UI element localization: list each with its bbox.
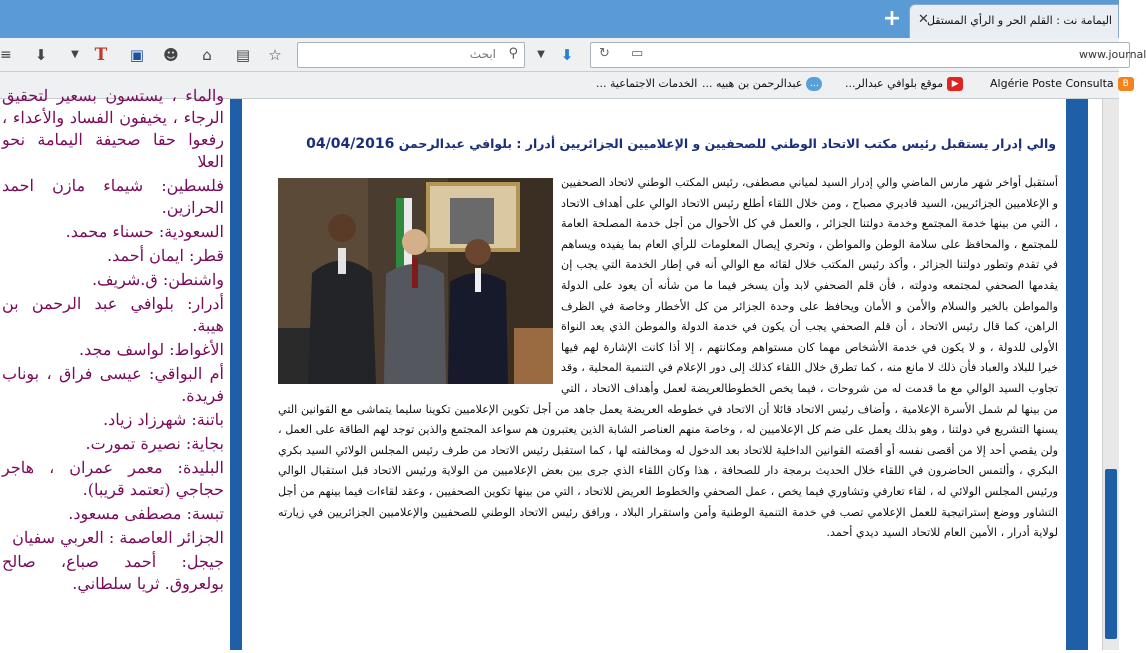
- article-photo: [278, 178, 553, 384]
- correspondent-entry: البليدة: معمر عمران ، هاجر حجاجي (تعتمد قريبا).: [2, 458, 224, 499]
- clipboard-icon[interactable]: ▤: [235, 46, 251, 64]
- bookmark-label: عبدالرحمن بن هبيه ...: [702, 77, 803, 90]
- correspondent-entry: الأغواط: لواسف مجد.: [79, 340, 224, 359]
- correspondent-entry: أم البواقي: عيسى فراق ، بوناب فريدة.: [2, 364, 224, 405]
- youtube-icon: ▶: [947, 77, 963, 91]
- close-tab-icon[interactable]: ✕: [918, 12, 929, 27]
- download-arrow-icon[interactable]: ⬇: [560, 46, 574, 64]
- bookmark-label: الخدمات الاجتماعية ...: [596, 77, 698, 90]
- chat-icon: …: [806, 77, 822, 91]
- url-text[interactable]: www.journal: [1079, 48, 1146, 61]
- search-engine-dropdown-icon[interactable]: ▼: [537, 49, 545, 60]
- chevron-down-icon[interactable]: ▼: [71, 49, 79, 60]
- page-content: [0, 86, 1119, 650]
- correspondent-entry: أدرار: بلوافي عبد الرحمن بن هيبة.: [2, 294, 224, 335]
- bookmark-item[interactable]: [845, 77, 963, 95]
- bookmark-item[interactable]: [702, 77, 822, 95]
- bookmark-label: Algérie Poste Consulta: [990, 77, 1114, 90]
- frame-border-right: [1066, 99, 1088, 650]
- address-bar[interactable]: [590, 42, 1146, 68]
- bookmark-item[interactable]: [596, 77, 697, 95]
- bookmark-label: موقع بلوافي عبدالر...: [845, 77, 944, 90]
- correspondent-entry: والماء ، يستسون بسعير لتحقيق الرجاء ، يخيفون الفساد والأعداء ، رفعوا حقا صحيفة اليمامة نحو العلا: [2, 86, 224, 171]
- active-tab[interactable]: [909, 4, 1119, 38]
- text-tool-icon[interactable]: T: [94, 45, 108, 65]
- smile-icon[interactable]: ☻: [163, 46, 179, 64]
- blogger-icon: B: [1118, 77, 1134, 91]
- home-icon[interactable]: ⌂: [202, 46, 212, 64]
- pocket-icon[interactable]: ▣: [129, 46, 145, 64]
- download-icon[interactable]: ⬇: [34, 46, 48, 64]
- article-body-text: أستقبل أواخر شهر مارس الماضي والي إدرار السيد لمياني مصطفى، رئيس المكتب الوطني لاتحاد الصحفيين و الإعلاميين الجزائريين، السيد قاديري مصباح ، ومن خلال اللقاء أطلع رئيس الاتحاد الوالي على أهداف الاتحاد ، التي من بينها خدمة المجتمع وخدمة دولتنا الجزائر ، والعمل في كل الأحوال من أجل خدمة المصلحة العامة للمجتمع ، والمحافظ على سلامة الوطن والمواطن ، وتحري إيصال المعلومات للرأي العام بما يفيده ويساهم في تقدم وتطور دولتنا الجزائر ، وأكد رئيس المكتب خلال لقائه مع الوالي أنه في إطار الخدمة التي يجب إن يقدمها الصحفي لمجتمعه ودولته ، فأن قلم الصحفي لابد وأن يسخر فيما ما من شأنه أن يعود على الدولة والمواطن بالخير والسلام والأمن و الأمان ويحافظ على وحدة الجزائر من كل الأخطار وخاصة في الظرف الراهن، كما قال رئيس الاتحاد ، أن قلم الصحفي يجب أن يكون في خدمة الدولة والموطن الذي يعد النواة الأولى للدولة ، و لا يكون في خدمة الأشخاص مهما كان مستواهم ومكانتهم ، إلا أذا كانت الإشارة لهم فيها خيرا للبلاد والعباد فأن ذلك لا مانع منه ، كما تطرق خلال اللقاء كذلك إلى دور الإعلام في التنمية المحلية ، وقد تجاوب السيد الوالي مع ما قدمت له من شروحات ، فيما يخص الخطوطالعريضة لعمل وأهداف الاتحاد ، التي من بينها لم شمل الأسرة الإعلامية ، وأضاف رئيس الاتحاد قائلا أن الاتحاد في خطوطه العريضة يعمل جاهد من أجل تكوين الإعلاميين تكوينا سليما يتماشى مع القوانين التي يسنها التشريع في دولتنا ، وهو بذلك يعمل على ضم كل الإعلاميين له ، وخاصة منهم العناصر الشابة الذين يعتبرون هم سواعد المجتمع والذين توجد لهم الطاقة على العمل ، ولن يقصي أحد إلا من أقصى نفسه أو أقصته القوانين الداخلية للاتحاد بعد الدخول له ومخالفته لها ، كما استقبل رئيس الاتحاد من طرف رئيس المجلس الولائي السيد بكري البكري ، وألتمس الحاضرون في اللقاء خلال الحديث برمجة دار للصحافة ، هذا وكان اللقاء الذي جرى بين بعض الإعلاميين من الولاية ورئيس الاتحاد قبل استقبال الوالي ورئيس المجلس الولائي له ، لقاء تعارفي وتشاوري فيما يخص ، عمل الصحفي والخطوط العريض للاتحاد ، التي من بينها تكوين الصحفيين ، وعقد لقاءات فيما بينهم من أجل التشاور ووضع إستراتيجية للعمل الإعلامي تصب في خدمة التنمية الوطنية وأمن واستقرار البلاد ، ورافق رئيس الاتحاد الوطني للصحفيين والإعلاميين الجزائريين في زيارته لولاية أدرار ، الأمين العام للاتحاد السيد ديدي أحمد.: [278, 176, 1058, 540]
- correspondents-sidebar: [0, 86, 232, 650]
- reader-icon[interactable]: ▭: [631, 46, 644, 61]
- new-tab-button[interactable]: +: [882, 6, 902, 31]
- headline-text: والي إدرار يستقبل رئيس مكتب الاتحاد الوطني للصحفيين و الإعلاميين الجزائريين أدرار : بلوافي عبدالرحمن: [398, 136, 1056, 151]
- menu-icon[interactable]: ≡: [0, 47, 12, 63]
- article-body: [278, 173, 1058, 653]
- correspondent-entry: قطر: ايمان أحمد.: [106, 246, 224, 265]
- reload-icon[interactable]: ↻: [599, 46, 610, 61]
- nav-toolbar: [0, 38, 1146, 72]
- article-headline[interactable]: [242, 136, 1056, 152]
- tab-title: اليمامة نت : القلم الحر و الرأي المستقل: [926, 14, 1112, 27]
- star-icon[interactable]: ☆: [268, 46, 282, 64]
- scrollbar-thumb[interactable]: [1105, 469, 1117, 639]
- article-date: 04/04/2016: [306, 136, 395, 152]
- correspondent-entry: باتنة: شهرزاد زياد.: [103, 410, 224, 429]
- search-icon[interactable]: ⚲: [508, 46, 518, 61]
- scrollbar[interactable]: [1102, 99, 1119, 650]
- tab-bar: [0, 0, 1119, 38]
- frame-border-left: [232, 99, 242, 650]
- correspondent-entry: جيجل: أحمد صباع، صالح بولعروق. ثريا سلطاني.: [2, 552, 224, 593]
- correspondent-entry: تبسة: مصطفى مسعود.: [68, 504, 224, 523]
- bookmark-item[interactable]: [990, 77, 1134, 95]
- correspondent-entry: فلسطين: شيماء مازن احمد الحرازين.: [2, 176, 224, 217]
- correspondent-entry: السعودية: حسناء محمد.: [65, 222, 224, 241]
- search-input[interactable]: [336, 47, 496, 61]
- correspondent-entry: واشنطن: ق.شريف.: [91, 270, 224, 289]
- search-box[interactable]: [297, 42, 525, 68]
- correspondents-list: [2, 85, 224, 597]
- correspondent-entry: الجزائر العاصمة : العربي سفيان: [12, 528, 224, 547]
- article: [242, 99, 1068, 650]
- correspondent-entry: بجاية: نصيرة تمورت.: [85, 434, 224, 453]
